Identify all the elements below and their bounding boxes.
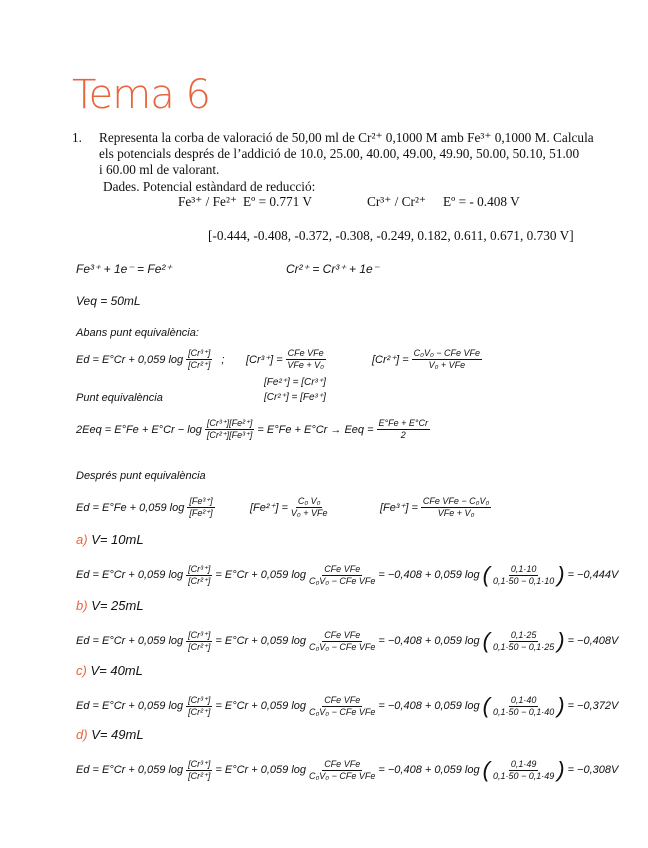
before-heading: Abans punt equivalència: <box>76 327 199 339</box>
numerator: [Cr³⁺] <box>188 629 211 640</box>
problem-line-3: i 60.00 ml de valorant. <box>99 162 220 177</box>
problem-line-2: els potencials després de l’addició de 10.0, 25.00, 40.00, 49.00, 49.90, 50.00, 50.10, 51.00 <box>99 146 580 161</box>
numerator: [Cr³⁺] <box>188 694 211 705</box>
relation-2: [Cr²⁺] = [Fe³⁺] <box>264 392 326 403</box>
case-label <box>76 727 144 742</box>
denominator: [Cr²⁺] <box>188 360 211 370</box>
case-letter: d) <box>76 727 88 742</box>
calc-fraction-2 <box>309 564 375 587</box>
denominator: 2 <box>400 430 406 440</box>
calc-result: = −0,444V <box>567 569 619 581</box>
case-volume: V= 25mL <box>91 598 144 613</box>
veq: Veq = 50mL <box>76 294 141 308</box>
denominator: 0,1·50 − 0,1·10 <box>492 575 555 586</box>
fe-pair: Fe³⁺ / Fe²⁺ <box>178 194 237 209</box>
calc-mid: = E°Cr + 0,059 log <box>215 764 307 776</box>
data-label: Dades. Potencial estàndard de reducció: <box>103 179 316 194</box>
before-eq-text: Ed = E°Cr + 0,059 log <box>76 353 184 366</box>
before-equation <box>76 348 224 371</box>
fe2-lhs: [Fe²⁺] = <box>250 502 288 514</box>
denominator: C₀V₀ − CFe VFe <box>309 770 376 781</box>
case-letter: a) <box>76 532 88 547</box>
cr3-expression <box>246 348 326 371</box>
reaction-fe: Fe³⁺ + 1e⁻ = Fe²⁺ <box>76 262 172 276</box>
denominator: 0,1·50 − 0,1·25 <box>492 641 555 652</box>
after-fraction <box>187 496 214 519</box>
case-letter: c) <box>76 663 87 678</box>
case-calculation <box>76 693 618 719</box>
fe2-expression <box>250 496 327 519</box>
problem-line-1: Representa la corba de valoració de 50,00 ml de Cr²⁺ 0,1000 M amb Fe³⁺ 0,1000 M. Calcula <box>99 130 594 145</box>
denominator: [Cr²⁺][Fe³⁺] <box>206 430 253 440</box>
open-paren: ( <box>482 757 490 782</box>
problem-number: 1. <box>72 130 82 145</box>
close-paren: ) <box>557 628 565 653</box>
denominator: [Cr²⁺] <box>188 770 211 781</box>
denominator: [Cr²⁺] <box>188 706 211 717</box>
open-paren: ( <box>482 693 490 718</box>
calc-fraction-1 <box>186 564 212 587</box>
numerator: [Cr³⁺][Fe²⁺] <box>206 418 253 428</box>
fe3-lhs: [Fe³⁺] = <box>380 502 418 514</box>
case-calculation <box>76 562 618 588</box>
close-paren: ) <box>557 562 565 587</box>
numerator: [Cr³⁺] <box>188 758 211 769</box>
calc-substitution: = −0,408 + 0,059 log <box>378 569 480 581</box>
cr2-fraction <box>412 348 482 371</box>
calc-result: = −0,308V <box>567 764 619 776</box>
eq-fraction <box>205 418 255 441</box>
case-label <box>76 598 144 613</box>
numerator: C₀V₀ − CFe VFe <box>413 348 481 358</box>
case-calculation <box>76 628 618 654</box>
numerator: CFe VFe <box>324 758 361 769</box>
calc-fraction-2 <box>309 759 375 782</box>
denominator: C₀V₀ − CFe VFe <box>309 641 376 652</box>
denominator: V₀ + VFe <box>290 508 328 518</box>
after-equation <box>76 496 215 519</box>
denominator: VFe + V₀ <box>287 360 324 370</box>
numerator: [Cr³⁺] <box>188 563 211 574</box>
close-paren: ) <box>557 757 565 782</box>
numerator: C₀ V₀ <box>297 496 321 506</box>
case-volume: V= 10mL <box>91 532 144 547</box>
calc-lhs: Ed = E°Cr + 0,059 log <box>76 569 184 581</box>
calc-fraction-1 <box>186 630 212 653</box>
denominator: 0,1·50 − 0,1·40 <box>492 706 555 717</box>
numerator: 0,1·25 <box>510 629 537 640</box>
calc-result: = −0,372V <box>567 700 619 712</box>
calc-lhs: Ed = E°Cr + 0,059 log <box>76 764 184 776</box>
numerator: CFe VFe − C₀V₀ <box>422 496 490 506</box>
relation-1: [Fe²⁺] = [Cr³⁺] <box>264 377 326 388</box>
eq-heading: Punt equivalència <box>76 392 163 404</box>
calc-substitution: = −0,408 + 0,059 log <box>378 635 480 647</box>
calc-result: = −0,408V <box>567 635 619 647</box>
fe2-fraction <box>291 496 328 519</box>
calc-substitution: = −0,408 + 0,059 log <box>378 764 480 776</box>
numerator: 0,1·49 <box>510 758 537 769</box>
calc-fraction-1 <box>186 695 212 718</box>
fe-potential: Eº = 0.771 V <box>243 194 312 209</box>
equivalence-equation <box>76 418 430 441</box>
cr3-fraction <box>286 348 326 371</box>
calc-lhs: Ed = E°Cr + 0,059 log <box>76 635 184 647</box>
numerator: E°Fe + E°Cr <box>378 418 428 428</box>
case-label <box>76 532 144 547</box>
answers: [-0.444, -0.408, -0.372, -0.308, -0.249, 0.182, 0.611, 0.671, 0.730 V] <box>208 228 574 243</box>
case-letter: b) <box>76 598 88 613</box>
denominator: [Cr²⁺] <box>188 575 211 586</box>
numerator: 0,1·10 <box>510 563 537 574</box>
numerator: [Fe³⁺] <box>189 496 213 506</box>
calc-fraction-values <box>493 564 554 587</box>
numerator: 0,1·40 <box>510 694 537 705</box>
denominator: [Fe²⁺] <box>189 508 213 518</box>
cr-pair: Cr³⁺ / Cr²⁺ <box>367 194 426 209</box>
fe3-expression <box>380 496 491 519</box>
denominator: C₀V₀ − CFe VFe <box>309 575 376 586</box>
separator: ; <box>221 353 225 366</box>
calc-lhs: Ed = E°Cr + 0,059 log <box>76 700 184 712</box>
cr3-lhs: [Cr³⁺] = <box>246 354 283 366</box>
numerator: CFe VFe <box>324 563 361 574</box>
denominator: [Cr²⁺] <box>188 641 211 652</box>
before-fraction <box>186 348 212 371</box>
page-title: Tema 6 <box>72 72 210 118</box>
open-paren: ( <box>482 628 490 653</box>
eq-result-fraction <box>377 418 430 441</box>
calc-substitution: = −0,408 + 0,059 log <box>378 700 480 712</box>
numerator: [Cr³⁺] <box>188 348 211 358</box>
denominator: V₀ + VFe <box>428 360 466 370</box>
calc-mid: = E°Cr + 0,059 log <box>215 700 307 712</box>
case-calculation <box>76 757 618 783</box>
denominator: VFe + V₀ <box>437 508 475 518</box>
numerator: CFe VFe <box>287 348 324 358</box>
calc-fraction-2 <box>309 695 375 718</box>
calc-fraction-values <box>493 695 554 718</box>
after-eq-text: Ed = E°Fe + 0,059 log <box>76 501 185 514</box>
calc-mid: = E°Cr + 0,059 log <box>215 635 307 647</box>
close-paren: ) <box>557 693 565 718</box>
case-volume: V= 40mL <box>90 663 143 678</box>
denominator: C₀V₀ − CFe VFe <box>309 706 376 717</box>
cr2-lhs: [Cr²⁺] = <box>372 354 409 366</box>
numerator: CFe VFe <box>324 629 361 640</box>
cr-potential: Eº = - 0.408 V <box>443 194 520 209</box>
eq-lhs: 2Eeq = E°Fe + E°Cr − log <box>76 423 202 436</box>
cr2-expression <box>372 348 482 371</box>
calc-mid: = E°Cr + 0,059 log <box>215 569 307 581</box>
fe3-fraction <box>421 496 491 519</box>
calc-fraction-values <box>493 759 554 782</box>
after-heading: Després punt equivalència <box>76 470 206 482</box>
denominator: 0,1·50 − 0,1·49 <box>492 770 555 781</box>
calc-fraction-1 <box>186 759 212 782</box>
numerator: CFe VFe <box>324 694 361 705</box>
calc-fraction-2 <box>309 630 375 653</box>
calc-fraction-values <box>493 630 554 653</box>
reaction-cr: Cr²⁺ = Cr³⁺ + 1e⁻ <box>286 262 380 276</box>
open-paren: ( <box>482 562 490 587</box>
eq-mid: = E°Fe + E°Cr → Eeq = <box>257 423 374 436</box>
case-label <box>76 663 143 678</box>
case-volume: V= 49mL <box>91 727 144 742</box>
